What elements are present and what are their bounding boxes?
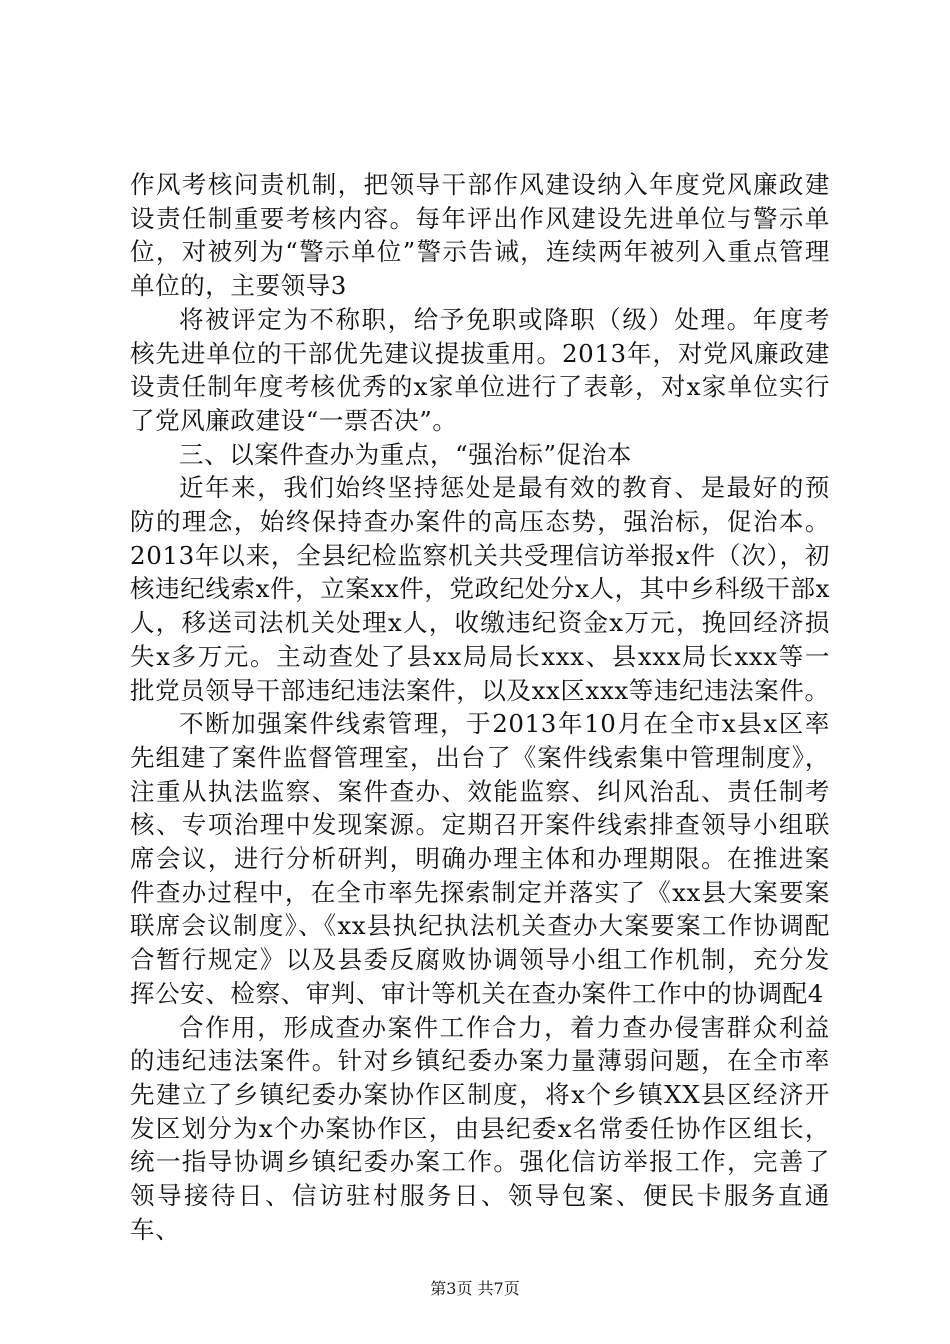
- section-heading: 三、以案件查办为重点，“强治标”促治本: [179, 439, 632, 469]
- paragraph-2: 将被评定为不称职，给予免职或降职（级）处理。年度考核先进单位的干部优先建议提拔重用。2013年，对党风廉政建设责任制年度考核优秀的x家单位进行了表彰，对x家单位实行了党风廉政建设“一票否决”。: [130, 304, 830, 435]
- page-number-footer: 第3页 共7页: [430, 1279, 520, 1298]
- paragraph-4: 不断加强案件线索管理，于2013年10月在全市x县x区率先组建了案件监督管理室，出台了《案件线索集中管理制度》，注重从执法监察、案件查办、效能监察、纠风治乱、责任制考核、专项治理中发现案源。定期召开案件线索排查领导小组联席会议，进行分析研判，明确办理主体和办理期限。在推进案件查办过程中，在全市率先探索制定并落实了《xx县大案要案联席会议制度》、《xx县执纪执法机关查办大案要案工作协调配合暂行规定》以及县委反腐败协调领导小组工作机制，充分发挥公安、检察、审判、审计等机关在查办案件工作中的协调配4: [130, 709, 830, 1008]
- document-body: [130, 168, 830, 1247]
- paragraph-5: 合作用，形成查办案件工作合力，着力查办侵害群众利益的违纪违法案件。针对乡镇纪委办案力量薄弱问题，在全市率先建立了乡镇纪委办案协作区制度，将x个乡镇XX县区经济开发区划分为x个办案协作区，由县纪委x名常委任协作区组长，统一指导协调乡镇纪委办案工作。强化信访举报工作，完善了领导接待日、信访驻村服务日、领导包案、便民卡服务直通车、: [130, 1012, 830, 1244]
- paragraph-1: 作风考核问责机制，把领导干部作风建设纳入年度党风廉政建设责任制重要考核内容。每年评出作风建设先进单位与警示单位，对被列为“警示单位”警示告诫，连续两年被列入重点管理单位的，主要领导3: [130, 170, 830, 301]
- paragraph-3: 近年来，我们始终坚持惩处是最有效的教育、是最好的预防的理念，始终保持查办案件的高压态势，强治标，促治本。2013年以来，全县纪检监察机关共受理信访举报x件（次），初核违纪线索x件，立案xx件，党政纪处分x人，其中乡科级干部x人，移送司法机关处理x人，收缴违纪资金x万元，挽回经济损失x多万元。主动查处了县xx局局长xxx、县xxx局长xxx等一批党员领导干部违纪违法案件，以及xx区xxx等违纪违法案件。: [130, 473, 830, 705]
